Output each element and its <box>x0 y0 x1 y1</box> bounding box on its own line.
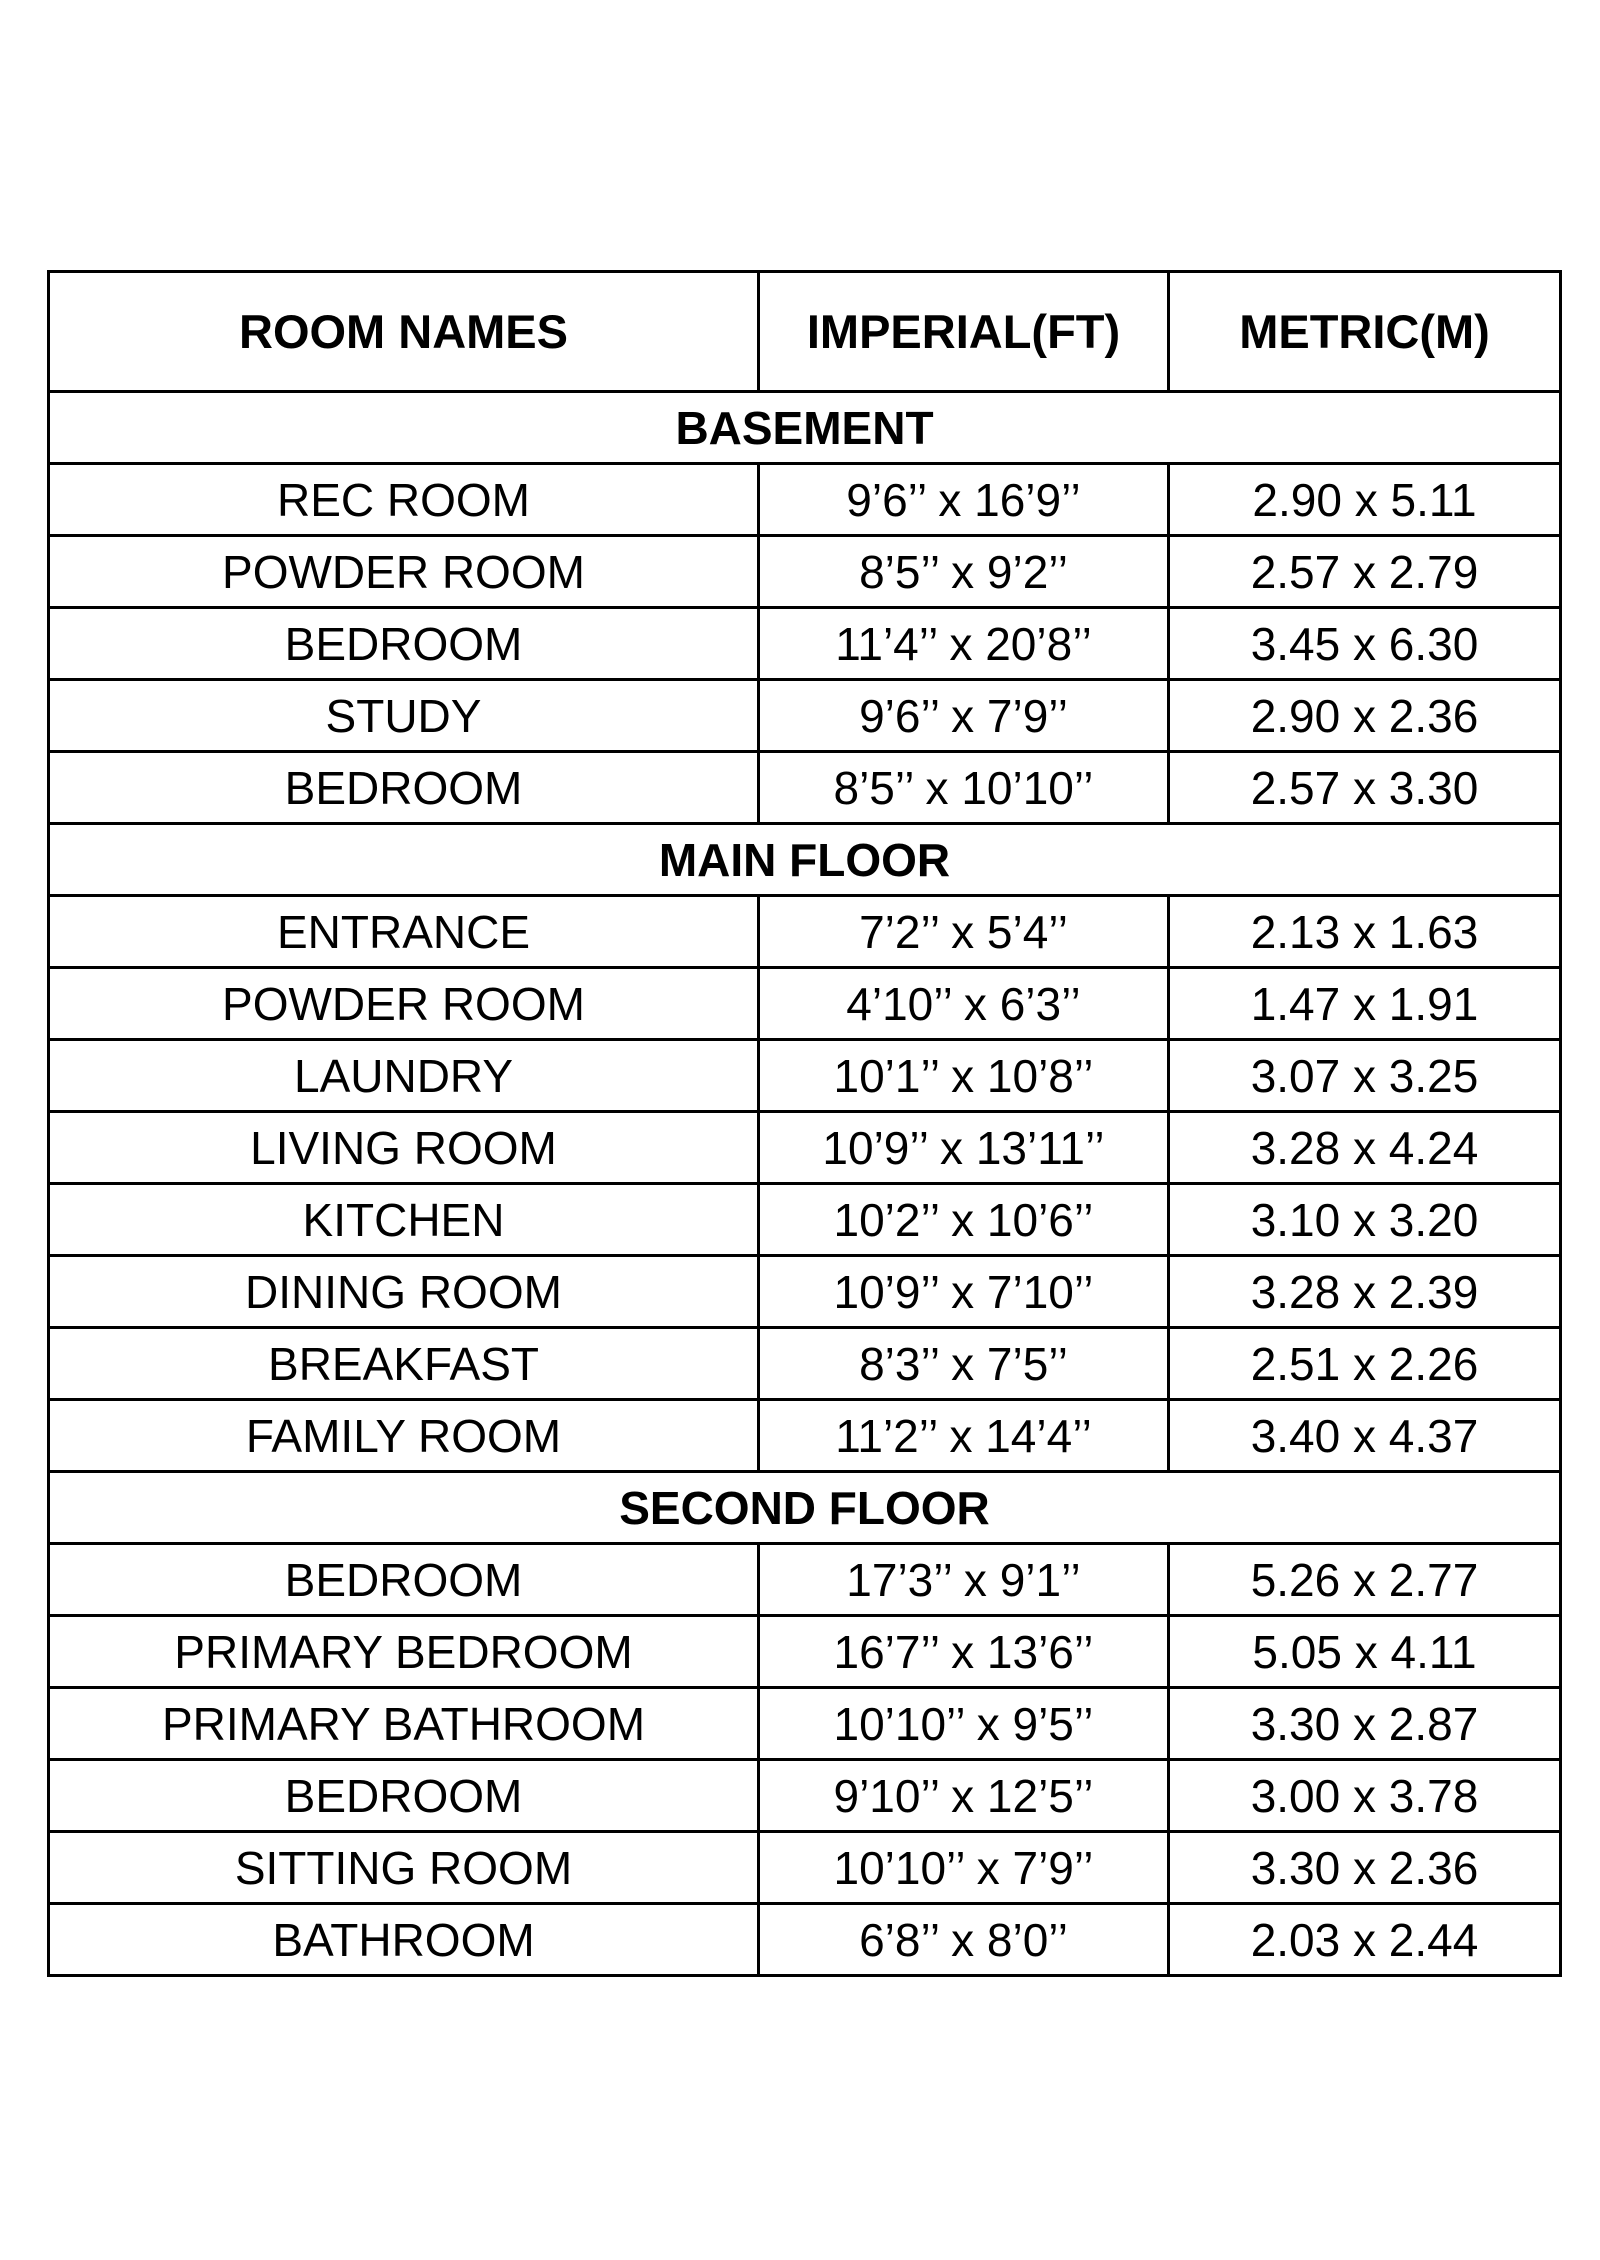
room-name-cell: PRIMARY BATHROOM <box>49 1688 759 1760</box>
room-name-cell: BEDROOM <box>49 752 759 824</box>
table-row <box>49 1616 1561 1688</box>
section-title: MAIN FLOOR <box>49 824 1561 896</box>
section-row <box>49 1472 1561 1544</box>
section-row <box>49 824 1561 896</box>
metric-cell: 3.10 x 3.20 <box>1169 1184 1561 1256</box>
table-row <box>49 608 1561 680</box>
room-name-cell: BEDROOM <box>49 1544 759 1616</box>
room-name-cell: BEDROOM <box>49 608 759 680</box>
metric-cell: 3.40 x 4.37 <box>1169 1400 1561 1472</box>
table-row <box>49 1400 1561 1472</box>
section-title: SECOND FLOOR <box>49 1472 1561 1544</box>
room-name-cell: POWDER ROOM <box>49 536 759 608</box>
room-dimensions-table <box>47 270 1562 1977</box>
room-name-cell: ENTRANCE <box>49 896 759 968</box>
metric-cell: 1.47 x 1.91 <box>1169 968 1561 1040</box>
metric-cell: 3.45 x 6.30 <box>1169 608 1561 680</box>
table-row <box>49 1688 1561 1760</box>
table-row <box>49 1832 1561 1904</box>
table-row <box>49 1904 1561 1976</box>
header-row <box>49 272 1561 392</box>
table-row <box>49 1544 1561 1616</box>
room-name-cell: POWDER ROOM <box>49 968 759 1040</box>
imperial-cell: 11’2’’ x 14’4’’ <box>759 1400 1169 1472</box>
metric-cell: 5.26 x 2.77 <box>1169 1544 1561 1616</box>
metric-cell: 2.13 x 1.63 <box>1169 896 1561 968</box>
imperial-cell: 16’7’’ x 13’6’’ <box>759 1616 1169 1688</box>
section-row <box>49 392 1561 464</box>
table-body <box>49 392 1561 1976</box>
imperial-cell: 8’5’’ x 9’2’’ <box>759 536 1169 608</box>
header-metric: METRIC(M) <box>1169 272 1561 392</box>
imperial-cell: 7’2’’ x 5’4’’ <box>759 896 1169 968</box>
imperial-cell: 9’6’’ x 16’9’’ <box>759 464 1169 536</box>
table-row <box>49 1256 1561 1328</box>
room-name-cell: DINING ROOM <box>49 1256 759 1328</box>
metric-cell: 2.57 x 2.79 <box>1169 536 1561 608</box>
imperial-cell: 10’10’’ x 7’9’’ <box>759 1832 1169 1904</box>
room-name-cell: PRIMARY BEDROOM <box>49 1616 759 1688</box>
imperial-cell: 9’10’’ x 12’5’’ <box>759 1760 1169 1832</box>
imperial-cell: 4’10’’ x 6’3’’ <box>759 968 1169 1040</box>
table-row <box>49 1760 1561 1832</box>
imperial-cell: 8’3’’ x 7’5’’ <box>759 1328 1169 1400</box>
imperial-cell: 10’9’’ x 7’10’’ <box>759 1256 1169 1328</box>
imperial-cell: 17’3’’ x 9’1’’ <box>759 1544 1169 1616</box>
room-name-cell: STUDY <box>49 680 759 752</box>
table-row <box>49 968 1561 1040</box>
room-name-cell: BATHROOM <box>49 1904 759 1976</box>
header-room-names: ROOM NAMES <box>49 272 759 392</box>
room-name-cell: BEDROOM <box>49 1760 759 1832</box>
imperial-cell: 10’9’’ x 13’11’’ <box>759 1112 1169 1184</box>
table-row <box>49 680 1561 752</box>
imperial-cell: 10’1’’ x 10’8’’ <box>759 1040 1169 1112</box>
table-row <box>49 1112 1561 1184</box>
metric-cell: 2.90 x 2.36 <box>1169 680 1561 752</box>
table-row <box>49 536 1561 608</box>
table-row <box>49 1040 1561 1112</box>
imperial-cell: 10’2’’ x 10’6’’ <box>759 1184 1169 1256</box>
imperial-cell: 8’5’’ x 10’10’’ <box>759 752 1169 824</box>
metric-cell: 5.05 x 4.11 <box>1169 1616 1561 1688</box>
room-name-cell: LIVING ROOM <box>49 1112 759 1184</box>
header-imperial: IMPERIAL(FT) <box>759 272 1169 392</box>
imperial-cell: 11’4’’ x 20’8’’ <box>759 608 1169 680</box>
metric-cell: 3.07 x 3.25 <box>1169 1040 1561 1112</box>
metric-cell: 3.30 x 2.36 <box>1169 1832 1561 1904</box>
table-row <box>49 1184 1561 1256</box>
table-row <box>49 896 1561 968</box>
room-name-cell: REC ROOM <box>49 464 759 536</box>
table-row <box>49 464 1561 536</box>
metric-cell: 3.28 x 2.39 <box>1169 1256 1561 1328</box>
imperial-cell: 6’8’’ x 8’0’’ <box>759 1904 1169 1976</box>
metric-cell: 3.00 x 3.78 <box>1169 1760 1561 1832</box>
metric-cell: 2.57 x 3.30 <box>1169 752 1561 824</box>
metric-cell: 3.28 x 4.24 <box>1169 1112 1561 1184</box>
table-row <box>49 752 1561 824</box>
table-row <box>49 1328 1561 1400</box>
room-name-cell: BREAKFAST <box>49 1328 759 1400</box>
imperial-cell: 10’10’’ x 9’5’’ <box>759 1688 1169 1760</box>
room-name-cell: SITTING ROOM <box>49 1832 759 1904</box>
section-title: BASEMENT <box>49 392 1561 464</box>
room-name-cell: KITCHEN <box>49 1184 759 1256</box>
imperial-cell: 9’6’’ x 7’9’’ <box>759 680 1169 752</box>
metric-cell: 2.51 x 2.26 <box>1169 1328 1561 1400</box>
metric-cell: 2.03 x 2.44 <box>1169 1904 1561 1976</box>
metric-cell: 2.90 x 5.11 <box>1169 464 1561 536</box>
room-name-cell: FAMILY ROOM <box>49 1400 759 1472</box>
metric-cell: 3.30 x 2.87 <box>1169 1688 1561 1760</box>
room-name-cell: LAUNDRY <box>49 1040 759 1112</box>
